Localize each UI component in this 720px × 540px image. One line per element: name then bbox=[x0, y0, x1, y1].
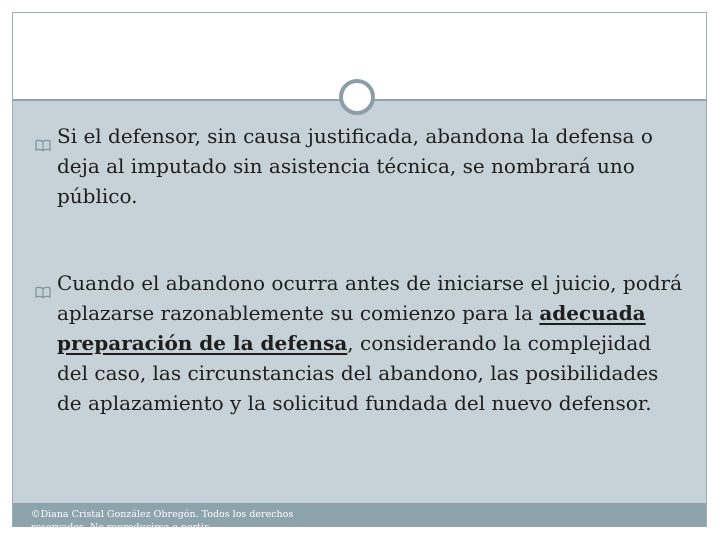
bullet-text-2-end: , considerando la complejidad del caso, las circunstancias del abandono, las posibilidades de aplazamiento y la solicitud fundada del nuevo defensor. bbox=[57, 331, 659, 415]
book-bullet-icon bbox=[35, 277, 51, 290]
slide-footer bbox=[13, 503, 706, 533]
emphasized-phrase: adecuada preparación de la defensa bbox=[57, 301, 646, 355]
copyright-notice: ©Diana Cristal González Obregón. Todos los derechos reservados. No reproducirse o pertir bbox=[31, 509, 294, 533]
bullet-text-2 bbox=[35, 268, 685, 418]
bullet-text-1: Si el defensor, sin causa justificada, abandona la defensa o deja al imputado sin asistencia técnica, se nombrará uno público. bbox=[57, 124, 653, 208]
bullet-item-2 bbox=[35, 268, 685, 418]
bullet-item-1 bbox=[35, 121, 685, 211]
bullet-text-2-start: Cuando el abandono ocurra antes de iniciarse el juicio, podrá aplazarse razonablemente su comienzo para la bbox=[57, 271, 683, 325]
book-bullet-icon bbox=[35, 130, 51, 143]
